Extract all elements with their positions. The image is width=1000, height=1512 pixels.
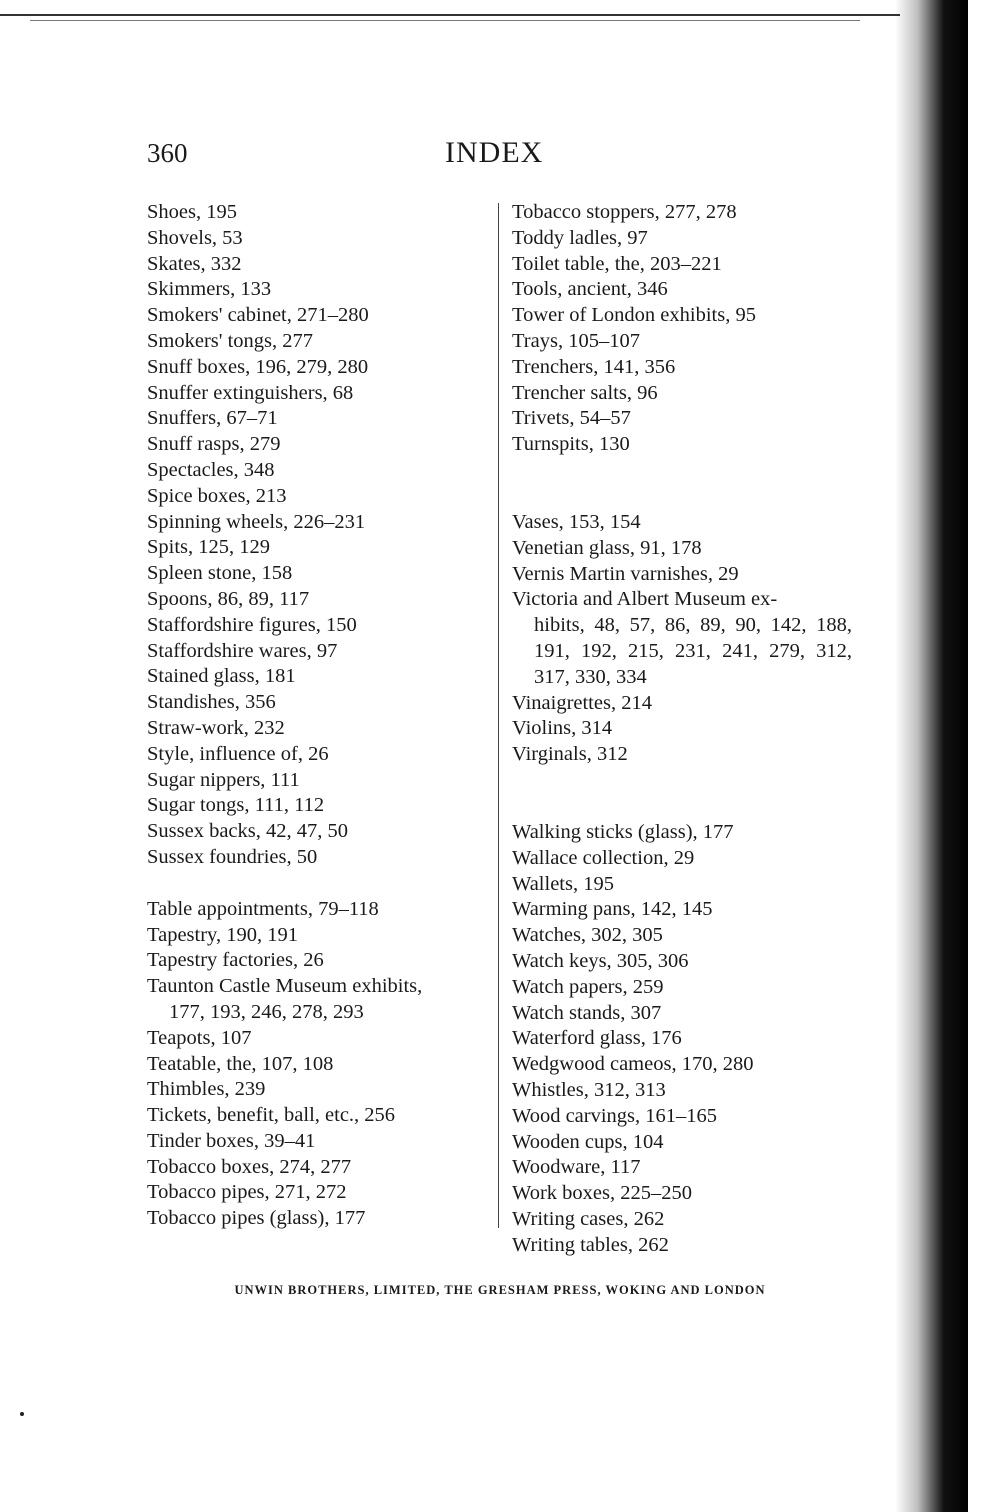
index-entry	[147, 845, 487, 871]
index-entry	[147, 613, 487, 639]
index-entry	[147, 432, 487, 458]
index-entry-heading: Tapestry factories, 26	[147, 949, 324, 972]
index-entry-heading: Watch papers, 259	[512, 975, 664, 998]
index-entry-heading: Virginals, 312	[512, 743, 628, 766]
index-entry	[512, 200, 852, 226]
index-entry	[512, 1181, 852, 1207]
index-entry	[512, 820, 852, 846]
index-entry	[512, 587, 852, 690]
section-gap	[512, 484, 852, 510]
index-entry-heading: Sussex foundries, 50	[147, 845, 318, 868]
index-entry	[147, 252, 487, 278]
index-entry-heading: Spoons, 86, 89, 117	[147, 587, 310, 610]
index-entry	[147, 948, 487, 974]
index-entry	[147, 897, 487, 923]
index-entry	[512, 252, 852, 278]
index-entry	[147, 458, 487, 484]
index-entry	[512, 691, 852, 717]
index-entry	[147, 277, 487, 303]
index-entry	[147, 1129, 487, 1155]
column-divider	[498, 203, 499, 1228]
index-entry	[512, 1052, 852, 1078]
ink-speck	[20, 1412, 24, 1416]
index-entry-heading: Trivets, 54–57	[512, 407, 631, 430]
index-entry-heading: Smokers' cabinet, 271–280	[147, 304, 369, 327]
index-entry	[147, 1155, 487, 1181]
section-gap	[512, 768, 852, 794]
index-entry-heading: Watch stands, 307	[512, 1001, 662, 1024]
index-entry-heading: Walking sticks (glass), 177	[512, 820, 734, 843]
index-entry-heading: Stained glass, 181	[147, 665, 296, 688]
index-entry-heading: Staffordshire wares, 97	[147, 639, 338, 662]
index-entry-heading: Violins, 314	[512, 717, 613, 740]
index-entry-heading: Teatable, the, 107, 108	[147, 1052, 334, 1075]
index-entry	[147, 484, 487, 510]
index-entry	[512, 226, 852, 252]
index-entry-heading: Toddy ladles, 97	[512, 226, 648, 249]
index-entry-heading: Turnspits, 130	[512, 433, 630, 456]
index-entry-heading: Teapots, 107	[147, 1026, 252, 1049]
index-entry	[147, 1052, 487, 1078]
index-entry	[512, 562, 852, 588]
index-entry	[147, 355, 487, 381]
top-rule	[0, 14, 900, 16]
index-entry-heading: Wooden cups, 104	[512, 1130, 664, 1153]
index-entry-heading: Shovels, 53	[147, 226, 243, 249]
index-entry	[147, 742, 487, 768]
index-entry-heading: Wedgwood cameos, 170, 280	[512, 1053, 754, 1076]
section-gap	[512, 458, 852, 484]
index-entry-heading: Wood carvings, 161–165	[512, 1104, 718, 1127]
index-entry-heading: Writing cases, 262	[512, 1207, 665, 1230]
index-entry-heading: Tobacco pipes (glass), 177	[147, 1207, 366, 1230]
section-gap	[512, 794, 852, 820]
index-entry-heading: Style, influence of, 26	[147, 742, 329, 765]
index-entry	[512, 1130, 852, 1156]
index-entry-heading: Skimmers, 133	[147, 278, 272, 301]
index-entry-heading: Watch keys, 305, 306	[512, 949, 689, 972]
index-entry	[512, 716, 852, 742]
index-entry	[147, 561, 487, 587]
page-number: 360	[147, 138, 188, 168]
index-entry-heading: Tobacco stoppers, 277, 278	[512, 201, 737, 223]
index-entry	[512, 510, 852, 536]
index-entry	[147, 226, 487, 252]
index-entry	[147, 793, 487, 819]
index-entry	[147, 690, 487, 716]
index-entry	[147, 819, 487, 845]
index-entry-heading: Venetian glass, 91, 178	[512, 536, 702, 559]
index-entry	[147, 768, 487, 794]
index-entry	[512, 1026, 852, 1052]
index-entry	[147, 1103, 487, 1129]
index-entry	[147, 329, 487, 355]
index-entry	[512, 872, 852, 898]
index-entry	[147, 1026, 487, 1052]
index-entry-heading: Tapestry, 190, 191	[147, 923, 298, 946]
index-entry	[512, 1104, 852, 1130]
index-entry-heading: Watches, 302, 305	[512, 924, 663, 947]
index-entry	[512, 897, 852, 923]
index-entry	[147, 716, 487, 742]
index-entry-heading: Trencher salts, 96	[512, 381, 658, 404]
index-entry-heading: Warming pans, 142, 145	[512, 898, 713, 921]
index-entry	[512, 536, 852, 562]
index-entry-heading: Table appointments, 79–118	[147, 897, 379, 920]
index-entry	[147, 664, 487, 690]
index-entry	[147, 587, 487, 613]
index-entry-heading: Tinder boxes, 39–41	[147, 1129, 316, 1152]
index-entry-heading: Toilet table, the, 203–221	[512, 252, 722, 275]
index-entry-heading: Tools, ancient, 346	[512, 278, 668, 301]
index-entry-heading: Shoes, 195	[147, 201, 237, 223]
index-entry-heading: Sugar tongs, 111, 112	[147, 794, 325, 817]
index-entry	[512, 1207, 852, 1233]
index-entry	[512, 355, 852, 381]
index-entry-continuation: 177, 193, 246, 278, 293	[169, 1000, 364, 1023]
index-entry-heading: Snuffers, 67–71	[147, 407, 278, 430]
index-entry-heading: Taunton Castle Museum exhibits,	[147, 975, 423, 998]
index-entry-heading: Staffordshire figures, 150	[147, 613, 357, 636]
index-entry	[512, 1155, 852, 1181]
index-entry-heading: Whistles, 312, 313	[512, 1078, 666, 1101]
index-entry	[147, 406, 487, 432]
index-entry-heading: Woodware, 117	[512, 1156, 641, 1179]
index-entry	[512, 1001, 852, 1027]
index-entry-heading: Straw-work, 232	[147, 716, 285, 739]
index-entry-heading: Snuff rasps, 279	[147, 433, 281, 456]
index-entry	[512, 742, 852, 768]
index-entry-heading: Tower of London exhibits, 95	[512, 304, 756, 327]
index-entry-heading: Waterford glass, 176	[512, 1027, 682, 1050]
index-entry-heading: Spleen stone, 158	[147, 562, 293, 585]
page-title: INDEX	[445, 136, 544, 169]
index-entry-heading: Smokers' tongs, 277	[147, 329, 313, 352]
index-entry-heading: Sussex backs, 42, 47, 50	[147, 820, 349, 843]
index-entry	[147, 1180, 487, 1206]
printer-imprint: UNWIN BROTHERS, LIMITED, THE GRESHAM PRESS, WOKING AND LONDON	[234, 1283, 766, 1297]
index-entry-heading: Snuff boxes, 196, 279, 280	[147, 355, 369, 378]
index-entry-heading: Work boxes, 225–250	[512, 1182, 692, 1205]
index-entry-heading: Victoria and Albert Museum ex-	[512, 588, 778, 611]
index-entry-heading: Writing tables, 262	[512, 1233, 669, 1256]
index-entry	[512, 406, 852, 432]
index-entry	[147, 639, 487, 665]
index-entry-heading: Snuffer extinguishers, 68	[147, 381, 354, 404]
index-entry-heading: Vernis Martin varnishes, 29	[512, 562, 739, 585]
index-entry-heading: Vases, 153, 154	[512, 510, 641, 533]
index-entry	[147, 923, 487, 949]
index-entry-heading: Trenchers, 141, 356	[512, 355, 676, 378]
index-entry	[147, 974, 487, 1026]
top-rule-thin	[30, 20, 860, 21]
index-entry	[512, 1078, 852, 1104]
index-entry-heading: Tobacco boxes, 274, 277	[147, 1155, 352, 1178]
index-entry	[147, 1077, 487, 1103]
index-column-left	[147, 200, 487, 1232]
index-entry	[147, 381, 487, 407]
index-entry-heading: Sugar nippers, 111	[147, 768, 300, 791]
index-entry-heading: Trays, 105–107	[512, 329, 640, 352]
index-entry-heading: Spice boxes, 213	[147, 484, 287, 507]
index-entry-heading: Skates, 332	[147, 252, 242, 275]
index-entry-heading: Spits, 125, 129	[147, 536, 271, 559]
index-entry	[512, 923, 852, 949]
index-entry-heading: Standishes, 356	[147, 691, 276, 714]
index-entry-heading: Spectacles, 348	[147, 458, 275, 481]
index-entry-heading: Wallace collection, 29	[512, 846, 695, 869]
index-entry	[512, 303, 852, 329]
index-entry-heading: Spinning wheels, 226–231	[147, 510, 366, 533]
index-entry	[512, 846, 852, 872]
index-entry-heading: Wallets, 195	[512, 872, 614, 895]
index-entry	[512, 975, 852, 1001]
index-entry-heading: Tickets, benefit, ball, etc., 256	[147, 1104, 396, 1127]
index-entry	[512, 1233, 852, 1259]
index-entry	[512, 949, 852, 975]
index-entry-heading: Vinaigrettes, 214	[512, 691, 652, 714]
index-entry-heading: Thimbles, 239	[147, 1078, 266, 1101]
index-entry	[512, 381, 852, 407]
index-entry-continuation: hibits, 48, 57, 86, 89, 90, 142, 188, 191, 192, 215, 231, 241, 279, 312, 317, 330, 334	[534, 614, 852, 688]
index-column-right	[512, 200, 852, 1258]
index-entry	[512, 432, 852, 458]
index-entry	[147, 535, 487, 561]
section-gap	[147, 871, 487, 897]
index-entry	[512, 329, 852, 355]
index-entry-heading: Tobacco pipes, 271, 272	[147, 1181, 347, 1204]
index-entry	[512, 277, 852, 303]
index-entry	[147, 303, 487, 329]
index-entry	[147, 510, 487, 536]
index-entry	[147, 1206, 487, 1232]
index-entry	[147, 200, 487, 226]
